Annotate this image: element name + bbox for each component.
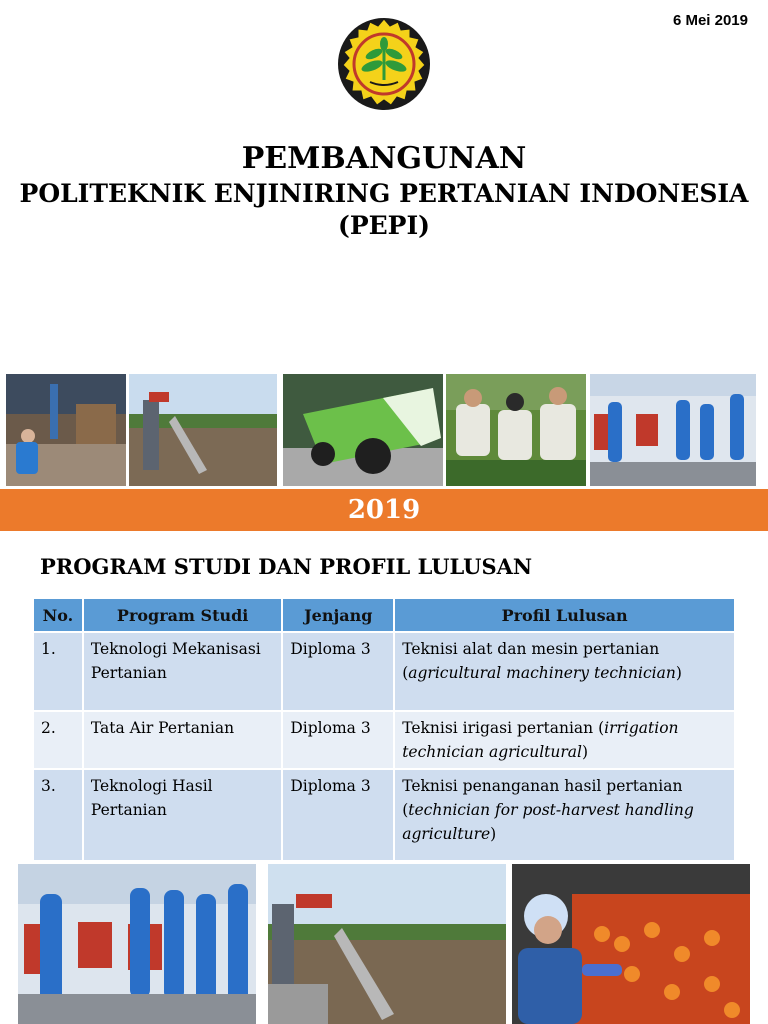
title-line-3: (PEPI) xyxy=(337,211,430,240)
irrigation-photo-large xyxy=(268,864,506,1024)
header-no: No. xyxy=(33,598,83,632)
cell-profile: Teknisi irigasi pertanian (irrigation technician agricultural) xyxy=(394,711,735,769)
profile-english: irrigation technician agricultural xyxy=(402,719,679,761)
cell-program: Teknologi Mekanisasi Pertanian xyxy=(83,632,282,711)
program-table xyxy=(32,597,736,862)
workshop-photo xyxy=(6,374,126,486)
cell-program: Teknologi Hasil Pertanian xyxy=(83,769,282,861)
cell-level: Diploma 3 xyxy=(282,632,394,711)
engine-lab-photo xyxy=(590,374,756,486)
section-heading: PROGRAM STUDI DAN PROFIL LULUSAN xyxy=(40,554,533,579)
profile-text: Teknisi irigasi pertanian xyxy=(402,719,594,737)
date-label: 6 Mei 2019 xyxy=(672,12,748,29)
post-harvest-photo xyxy=(512,864,750,1024)
cell-profile: Teknisi penanganan hasil pertanian (technician for post-harvest handling agriculture) xyxy=(394,769,735,861)
cell-no: 1. xyxy=(33,632,83,711)
students-photo xyxy=(446,374,586,486)
table-header-row xyxy=(33,598,735,632)
cell-program: Tata Air Pertanian xyxy=(83,711,282,769)
cell-profile: Teknisi alat dan mesin pertanian (agricultural machinery technician) xyxy=(394,632,735,711)
profile-text: Teknisi penanganan hasil pertanian xyxy=(402,777,683,795)
title-line-1: PEMBANGUNAN xyxy=(241,141,527,176)
irrigation-photo xyxy=(129,374,277,486)
profile-english: agricultural machinery technician xyxy=(408,664,676,682)
cell-level: Diploma 3 xyxy=(282,769,394,861)
profile-english: technician for post-harvest handling agriculture xyxy=(402,801,694,843)
profile-text: Teknisi alat dan mesin pertanian xyxy=(402,640,660,658)
header-level: Jenjang xyxy=(282,598,394,632)
title-block xyxy=(0,140,768,242)
header-program: Program Studi xyxy=(83,598,282,632)
ministry-logo xyxy=(334,14,434,114)
table-row xyxy=(33,632,735,711)
table-row xyxy=(33,711,735,769)
rice-transplanter-photo xyxy=(283,374,443,486)
table-row xyxy=(33,769,735,861)
header-profile: Profil Lulusan xyxy=(394,598,735,632)
cell-no: 2. xyxy=(33,711,83,769)
cell-no: 3. xyxy=(33,769,83,861)
cell-level: Diploma 3 xyxy=(282,711,394,769)
photo-strip xyxy=(6,374,762,486)
engine-lab-photo-large xyxy=(18,864,256,1024)
year-banner: 2019 xyxy=(0,489,768,531)
title-line-2: POLITEKNIK ENJINIRING PERTANIAN INDONESIA xyxy=(19,179,749,208)
